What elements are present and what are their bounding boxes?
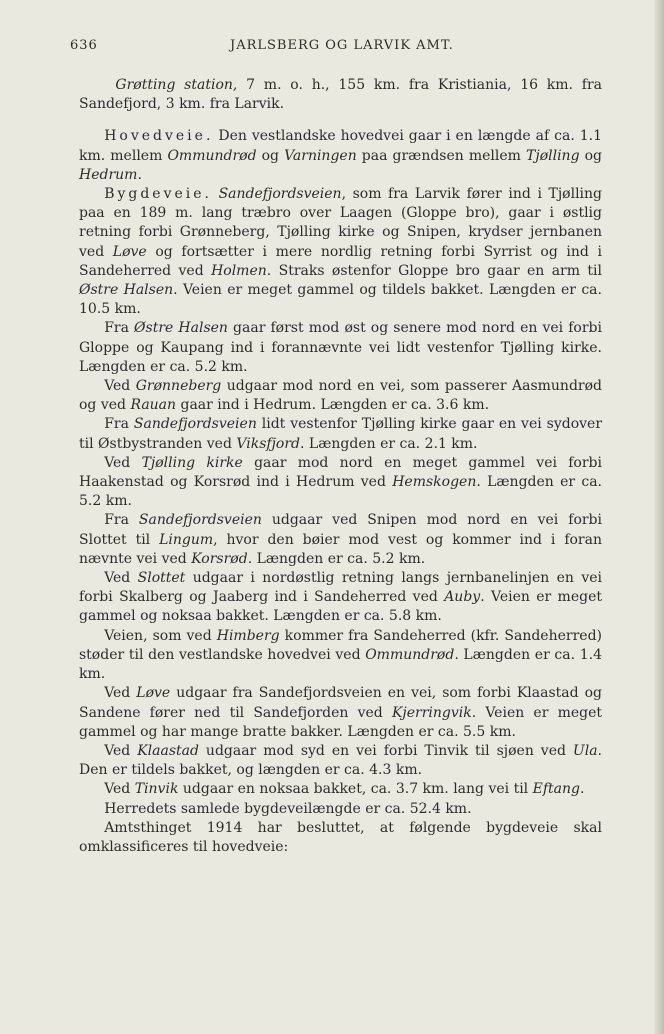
place-name: Grøtting station (115, 77, 233, 93)
paragraph-love: Ved Løve udgaar fra Sandefjordsveien en vei, som forbi Klaastad og Sandene fører ned til Sandefjorden ved Kjerringvik. Veien er meget gammel og har mange bratte bakker. Længden er ca. 5.5 km. (79, 685, 603, 740)
paragraph-gronneberg: Ved Grønneberg udgaar mod nord en vei, som passerer Aasmundrød og ved Rauan gaar ind i Hedrum. Længden er ca. 3.6 km. (79, 378, 602, 414)
paragraph-klaastad: Ved Klaastad udgaar mod syd en vei forbi Tinvik til sjøen ved Ula. Den er tildels bakket, og længden er ca. 4.3 km. (79, 742, 602, 779)
page-header (70, 38, 614, 58)
paragraph-viksfjord: Fra Sandefjordsveien lidt vestenfor Tjølling kirke gaar en vei sydover til Østbystranden ved Viksfjord. Længden er ca. 2.1 km. (79, 416, 603, 452)
paragraph-snipen: Fra Sandefjordsveien udgaar ved Snipen mod nord en vei forbi Slottet til Lingum, hvor den bøier mod vest og kommer ind i foran nævnte vei ved Korsrød. Længden er ca. 5.2 km. (79, 512, 602, 567)
paragraph-total-length: Herredets samlede bygdeveilængde er ca. 52.4 km. (104, 800, 472, 817)
paragraph-hovedveie: Hovedveie. Den vestlandske hovedvei gaar i en længde af ca. 1.1 km. mellem Ommundrød og Varningen paa grændsen mellem Tjølling og Hedrum. (79, 128, 603, 183)
section-label-hovedveie: Hovedveie. (104, 128, 214, 145)
paragraph-ostre-halsen: Fra Østre Halsen gaar først mod øst og senere mod nord en vei forbi Gloppe og Kaupang ind i forannævnte vei lidt vestenfor Tjølling kirke. Længden er ca. 5.2 km. (79, 320, 602, 375)
paragraph-bygdeveie: Bygdeveie. Sandefjordsveien, som fra Larvik fører ind i Tjølling paa en 189 m. lang træbro over Laagen (Gloppe bro), gaar i østlig retning forbi Grønneberg, Tjølling kirke og Snipen, krydser jernbanen ved Løve og fortsætter i mere nordlig retning forbi Syrrist og ind i Sandeherred ved Holmen. Straks østenfor Gloppe bro gaar en arm til Østre Halsen. Veien er meget gammel og tildels bakket. Længden er ca. 10.5 km. (79, 186, 603, 318)
running-title: JARLSBERG OG LARVIK AMT. (230, 38, 454, 53)
paragraph-tjolling-kirke: Ved Tjølling kirke gaar mod nord en meget gammel vei forbi Haakenstad og Korsrød ind i Hedrum ved Hemskogen. Længden er ca. 5.2 km. (79, 454, 602, 510)
page-number: 636 (70, 38, 98, 53)
paragraph-slottet: Ved Slottet udgaar i nordøstlig retning langs jernbanelinjen en vei forbi Skalberg og Jaaberg ind i Sandeherred ved Auby. Veien er meget gammel og noksaa bakket. Længden er ca. 5.8 km. (79, 570, 602, 625)
paragraph-amtsthinget: Amtsthinget 1914 har besluttet, at følgende bygdeveie skal omklassificeres til hovedveie: (79, 819, 602, 855)
section-label-bygdeveie: Bygdeveie. (104, 186, 213, 203)
paragraph-station: Grøtting station, 7 m. o. h., 155 km. fra Kristiania, 16 km. fra Sandefjord, 3 km. fra Larvik. (79, 77, 602, 113)
page-edge (654, 0, 664, 1034)
paragraph-himberg: Veien, som ved Himberg kommer fra Sandeherred (kfr. Sandeherred) støder til den vestlandske hovedvei ved Ommundrød. Længden er ca. 1.4 km. (79, 627, 602, 683)
page-body (79, 76, 602, 857)
paragraph-tinvik: Ved Tinvik udgaar en noksaa bakket, ca. 3.7 km. lang vei til Eftang. (104, 781, 585, 798)
